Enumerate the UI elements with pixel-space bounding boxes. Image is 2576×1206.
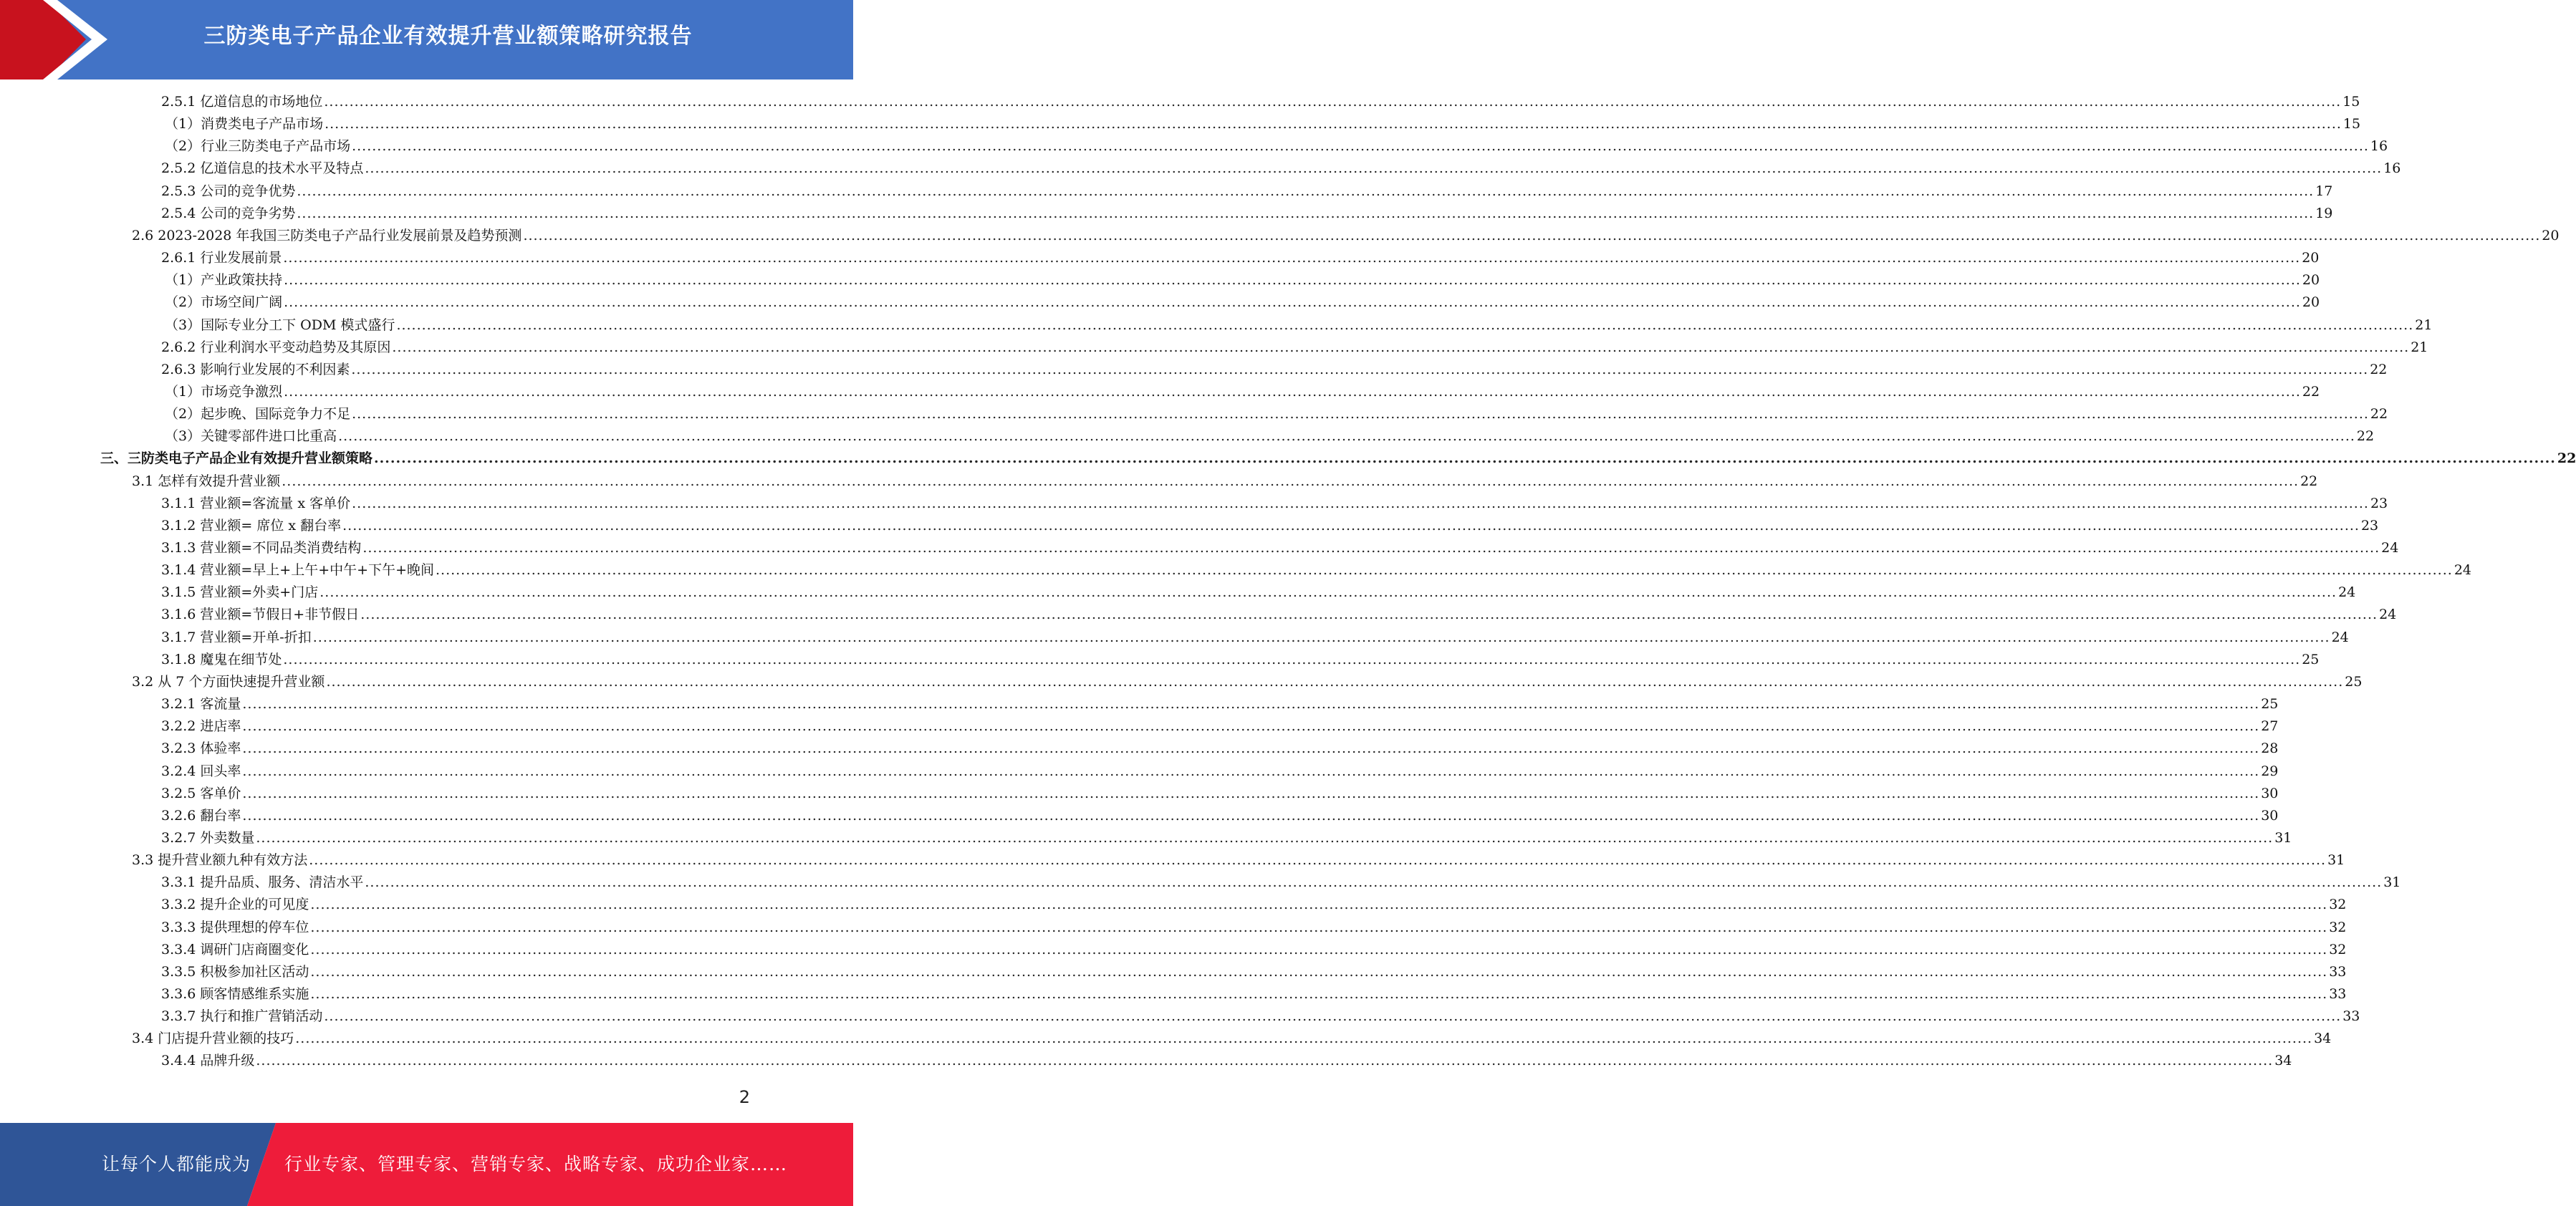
toc-entry[interactable] <box>132 225 2560 247</box>
toc-entry-page: 22 <box>2302 383 2320 400</box>
toc-dot-leader: ................................................................................................................................................................................................................................................................................................................................................................................................................ <box>310 897 2328 913</box>
toc-entry[interactable] <box>161 983 2347 1005</box>
toc-dot-leader: ................................................................................................................................................................................................................................................................................................................................................................................................................ <box>435 562 2453 579</box>
toc-entry-page: 24 <box>2454 562 2471 579</box>
toc-entry-page: 32 <box>2329 941 2347 957</box>
toc-entry-title: （2）行业三防类电子产品市场 <box>165 138 351 155</box>
toc-entry-title: 2.5.4 公司的竞争劣势 <box>161 205 296 221</box>
toc-entry-title: 3.4 门店提升营业额的技巧 <box>132 1031 294 1047</box>
toc-entry[interactable] <box>165 135 2388 158</box>
toc-dot-leader: ................................................................................................................................................................................................................................................................................................................................................................................................................ <box>352 406 2369 423</box>
toc-entry[interactable] <box>161 537 2399 559</box>
toc-dot-leader: ................................................................................................................................................................................................................................................................................................................................................................................................................ <box>284 383 2301 400</box>
toc-entry-page: 22 <box>2370 406 2388 423</box>
toc-entry-title: 2.5.1 亿道信息的市场地位 <box>161 94 323 110</box>
toc-entry-page: 28 <box>2261 741 2279 757</box>
toc-entry-title: （2）起步晚、国际竞争力不足 <box>165 406 351 423</box>
toc-entry-page: 23 <box>2360 517 2379 534</box>
toc-entry[interactable] <box>161 1005 2360 1028</box>
toc-entry-title: 3.4.4 品牌升级 <box>161 1053 255 1069</box>
toc-entry-title: 3.3.5 积极参加社区活动 <box>161 963 309 980</box>
toc-entry-title: 三、三防类电子产品企业有效提升营业额策略 <box>100 450 373 467</box>
toc-entry[interactable] <box>165 269 2320 291</box>
toc-dot-leader: ................................................................................................................................................................................................................................................................................................................................................................................................................ <box>352 495 2369 511</box>
toc-entry-title: 3.1.2 营业额= 席位 x 翻台率 <box>161 517 342 534</box>
toc-entry-page: 23 <box>2370 495 2388 511</box>
toc-dot-leader: ................................................................................................................................................................................................................................................................................................................................................................................................................ <box>365 160 2383 177</box>
toc-entry-page: 34 <box>2274 1053 2292 1069</box>
toc-entry-page: 31 <box>2383 874 2401 891</box>
toc-entry-title: 3.1.7 营业额=开单-折扣 <box>161 629 312 645</box>
toc-entry[interactable] <box>165 425 2375 448</box>
toc-entry-title: 3.1.3 营业额=不同品类消费结构 <box>161 540 362 556</box>
toc-dot-leader: ................................................................................................................................................................................................................................................................................................................................................................................................................ <box>396 317 2414 333</box>
toc-entry-title: （3）国际专业分工下 ODM 模式盛行 <box>165 317 395 333</box>
toc-dot-leader: ................................................................................................................................................................................................................................................................................................................................................................................................................ <box>282 473 2299 489</box>
toc-entry-page: 34 <box>2314 1031 2332 1047</box>
toc-dot-leader: ................................................................................................................................................................................................................................................................................................................................................................................................................ <box>283 651 2301 667</box>
toc-entry-title: （1）消费类电子产品市场 <box>165 116 324 132</box>
toc-entry-page: 21 <box>2411 339 2428 355</box>
toc-entry-page: 20 <box>2302 272 2320 289</box>
toc-entry[interactable] <box>132 671 2363 693</box>
toc-dot-leader: ................................................................................................................................................................................................................................................................................................................................................................................................................ <box>309 852 2327 869</box>
toc-entry[interactable] <box>161 515 2379 537</box>
toc-entry[interactable] <box>161 827 2292 849</box>
toc-entry[interactable] <box>132 1028 2332 1050</box>
toc-entry-title: 2.5.3 公司的竞争优势 <box>161 183 296 199</box>
toc-entry[interactable] <box>132 849 2345 872</box>
toc-dot-leader: ................................................................................................................................................................................................................................................................................................................................................................................................................ <box>310 986 2328 1002</box>
toc-entry-title: 2.5.2 亿道信息的技术水平及特点 <box>161 160 364 177</box>
toc-dot-leader: ................................................................................................................................................................................................................................................................................................................................................................................................................ <box>297 205 2315 221</box>
toc-entry[interactable] <box>161 604 2397 626</box>
toc-dot-leader: ................................................................................................................................................................................................................................................................................................................................................................................................................ <box>242 718 2260 735</box>
toc-entry-title: 3.2.2 进店率 <box>161 718 241 735</box>
toc-entry-title: 3.1.6 营业额=节假日+非节假日 <box>161 607 360 623</box>
toc-entry[interactable] <box>161 715 2279 738</box>
toc-entry-title: 3.2.5 客单价 <box>161 785 241 801</box>
toc-entry-title: 3.1 怎样有效提升营业额 <box>132 473 281 489</box>
toc-dot-leader: ................................................................................................................................................................................................................................................................................................................................................................................................................ <box>295 1031 2313 1047</box>
toc-dot-leader: ................................................................................................................................................................................................................................................................................................................................................................................................................ <box>284 272 2301 289</box>
toc-entry-page: 15 <box>2342 116 2361 132</box>
toc-entry[interactable] <box>161 337 2428 359</box>
toc-entry-page: 22 <box>2557 450 2576 467</box>
toc-entry-page: 22 <box>2300 473 2318 489</box>
toc-dot-leader: ................................................................................................................................................................................................................................................................................................................................................................................................................ <box>242 763 2260 779</box>
toc-dot-leader: ................................................................................................................................................................................................................................................................................................................................................................................................................ <box>326 673 2344 690</box>
toc-entry[interactable] <box>161 627 2349 649</box>
toc-entry[interactable] <box>165 113 2361 135</box>
toc-dot-leader: ................................................................................................................................................................................................................................................................................................................................................................................................................ <box>242 741 2260 757</box>
toc-entry-page: 15 <box>2342 94 2360 110</box>
toc-entry-page: 29 <box>2261 763 2279 779</box>
toc-entry[interactable] <box>161 894 2347 916</box>
toc-entry[interactable] <box>161 203 2333 225</box>
toc-entry-page: 22 <box>2356 428 2375 445</box>
toc-dot-leader: ................................................................................................................................................................................................................................................................................................................................................................................................................ <box>392 339 2410 355</box>
toc-dot-leader: ................................................................................................................................................................................................................................................................................................................................................................................................................ <box>325 116 2342 132</box>
toc-dot-leader: ................................................................................................................................................................................................................................................................................................................................................................................................................ <box>360 607 2378 623</box>
toc-entry-title: 3.2 从 7 个方面快速提升营业额 <box>132 673 325 690</box>
footer-band <box>0 1123 853 1206</box>
toc-dot-leader: ................................................................................................................................................................................................................................................................................................................................................................................................................ <box>310 963 2328 980</box>
toc-entry[interactable] <box>100 448 2576 470</box>
toc-entry[interactable] <box>161 91 2360 113</box>
toc-dot-leader: ................................................................................................................................................................................................................................................................................................................................................................................................................ <box>324 1008 2342 1025</box>
toc-entry[interactable] <box>161 180 2333 203</box>
toc-entry-page: 22 <box>2370 361 2388 377</box>
toc-entry-page: 33 <box>2329 986 2347 1002</box>
toc-dot-leader: ................................................................................................................................................................................................................................................................................................................................................................................................................ <box>242 807 2260 824</box>
toc-dot-leader: ................................................................................................................................................................................................................................................................................................................................................................................................................ <box>242 785 2260 801</box>
toc-entry[interactable] <box>165 403 2388 425</box>
toc-entry-title: （1）产业政策扶持 <box>165 272 283 289</box>
toc-dot-leader: ................................................................................................................................................................................................................................................................................................................................................................................................................ <box>374 450 2556 467</box>
toc-dot-leader: ................................................................................................................................................................................................................................................................................................................................................................................................................ <box>324 94 2342 110</box>
toc-entry-page: 16 <box>2383 160 2401 177</box>
toc-entry[interactable] <box>161 493 2388 515</box>
toc-entry-page: 16 <box>2370 138 2388 155</box>
toc-entry-title: 2.6.1 行业发展前景 <box>161 250 282 266</box>
toc-entry[interactable] <box>161 738 2279 760</box>
toc-entry-page: 24 <box>2331 629 2349 645</box>
toc-dot-leader: ................................................................................................................................................................................................................................................................................................................................................................................................................ <box>242 696 2260 713</box>
toc-dot-leader: ................................................................................................................................................................................................................................................................................................................................................................................................................ <box>312 629 2330 645</box>
toc-entry-title: 3.2.6 翻台率 <box>161 807 241 824</box>
toc-dot-leader: ................................................................................................................................................................................................................................................................................................................................................................................................................ <box>362 540 2380 556</box>
toc-entry-page: 33 <box>2342 1008 2360 1025</box>
toc-entry-title: 3.2.4 回头率 <box>161 763 241 779</box>
toc-entry-page: 24 <box>2338 584 2356 601</box>
toc-dot-leader: ................................................................................................................................................................................................................................................................................................................................................................................................................ <box>256 829 2274 846</box>
toc-dot-leader: ................................................................................................................................................................................................................................................................................................................................................................................................................ <box>338 428 2355 445</box>
toc-entry-page: 24 <box>2379 607 2397 623</box>
toc-dot-leader: ................................................................................................................................................................................................................................................................................................................................................................................................................ <box>351 361 2369 377</box>
toc-dot-leader: ................................................................................................................................................................................................................................................................................................................................................................................................................ <box>297 183 2315 199</box>
toc-entry[interactable] <box>161 805 2279 827</box>
toc-dot-leader: ................................................................................................................................................................................................................................................................................................................................................................................................................ <box>365 874 2383 891</box>
header-band <box>0 0 853 79</box>
toc-dot-leader: ................................................................................................................................................................................................................................................................................................................................................................................................................ <box>310 941 2328 957</box>
toc-dot-leader: ................................................................................................................................................................................................................................................................................................................................................................................................................ <box>342 517 2360 534</box>
toc-entry-page: 20 <box>2302 250 2320 266</box>
toc-entry[interactable] <box>161 872 2401 894</box>
toc-entry-title: 3.3.7 执行和推广营销活动 <box>161 1008 323 1025</box>
toc-entry-page: 20 <box>2302 294 2320 311</box>
toc-entry-page: 25 <box>2302 651 2320 667</box>
toc-dot-leader: ................................................................................................................................................................................................................................................................................................................................................................................................................ <box>310 919 2328 935</box>
toc-entry-page: 33 <box>2329 963 2347 980</box>
toc-entry[interactable] <box>161 961 2347 983</box>
toc-entry-page: 30 <box>2261 807 2279 824</box>
toc-dot-leader: ................................................................................................................................................................................................................................................................................................................................................................................................................ <box>256 1053 2274 1069</box>
toc-entry-title: 3.1.4 营业额=早上+上午+中午+下午+晚间 <box>161 562 434 579</box>
toc-entry[interactable] <box>161 247 2320 269</box>
toc-entry-page: 24 <box>2381 540 2399 556</box>
toc-entry-page: 31 <box>2327 852 2345 869</box>
toc-entry-title: 3.2.7 外卖数量 <box>161 829 255 846</box>
footer-slogan-right: 行业专家、管理专家、营销专家、战略专家、成功企业家…… <box>284 1154 788 1174</box>
toc-entry[interactable] <box>161 649 2320 671</box>
toc-entry-title: 3.2.3 体验率 <box>161 741 241 757</box>
toc-dot-leader: ................................................................................................................................................................................................................................................................................................................................................................................................................ <box>283 250 2301 266</box>
toc-entry[interactable] <box>161 693 2279 715</box>
toc-entry-title: 3.3.6 顾客情感维系实施 <box>161 986 309 1002</box>
toc-dot-leader: ................................................................................................................................................................................................................................................................................................................................................................................................................ <box>319 584 2337 601</box>
toc-entry[interactable] <box>161 582 2356 604</box>
toc-entry[interactable] <box>161 559 2471 582</box>
toc-entry[interactable] <box>161 939 2347 961</box>
chevron-arrow-icon <box>0 0 122 79</box>
toc-entry-title: 3.1.5 营业额=外卖+门店 <box>161 584 319 601</box>
toc-entry[interactable] <box>165 381 2320 403</box>
toc-dot-leader: ................................................................................................................................................................................................................................................................................................................................................................................................................ <box>284 294 2301 311</box>
toc-entry-title: 2.6 2023-2028 年我国三防类电子产品行业发展前景及趋势预测 <box>132 227 522 243</box>
toc-entry[interactable] <box>161 917 2347 939</box>
toc-entry-title: （1）市场竞争激烈 <box>165 383 283 400</box>
toc-entry-title: 3.1.1 营业额=客流量 x 客单价 <box>161 495 351 511</box>
toc-entry-title: 3.3 提升营业额九种有效方法 <box>132 852 308 869</box>
toc-entry[interactable] <box>165 314 2433 337</box>
toc-entry-title: 3.3.3 提供理想的停车位 <box>161 919 309 935</box>
toc-entry-page: 27 <box>2261 718 2279 735</box>
toc-entry-page: 31 <box>2274 829 2292 846</box>
toc-entry-page: 19 <box>2315 205 2333 221</box>
toc-entry-title: 2.6.3 影响行业发展的不利因素 <box>161 361 350 377</box>
toc-entry-page: 30 <box>2261 785 2279 801</box>
toc-entry-page: 25 <box>2345 673 2363 690</box>
report-title: 三防类电子产品企业有效提升营业额策略研究报告 <box>203 24 693 49</box>
toc-entry[interactable] <box>165 291 2320 314</box>
footer-slogan-left: 让每个人都能成为 <box>102 1154 251 1174</box>
toc-entry[interactable] <box>161 1050 2292 1072</box>
toc-entry[interactable] <box>132 471 2318 493</box>
toc-entry-page: 32 <box>2329 897 2347 913</box>
toc-entry[interactable] <box>161 359 2388 381</box>
toc-entry[interactable] <box>161 783 2279 805</box>
toc-dot-leader: ................................................................................................................................................................................................................................................................................................................................................................................................................ <box>352 138 2369 155</box>
toc-entry-page: 32 <box>2329 919 2347 935</box>
toc-entry-title: 3.3.1 提升品质、服务、清洁水平 <box>161 874 364 891</box>
toc-entry-title: 2.6.2 行业利润水平变动趋势及其原因 <box>161 339 391 355</box>
toc-entry-title: 3.3.2 提升企业的可见度 <box>161 897 309 913</box>
toc-entry-page: 21 <box>2415 317 2433 333</box>
toc-entry-title: 3.1.8 魔鬼在细节处 <box>161 651 282 667</box>
toc-entry[interactable] <box>161 761 2279 783</box>
toc-entry-title: （3）关键零部件进口比重高 <box>165 428 337 445</box>
toc-entry-title: 3.3.4 调研门店商圈变化 <box>161 941 309 957</box>
toc-entry[interactable] <box>161 158 2401 180</box>
toc-dot-leader: ................................................................................................................................................................................................................................................................................................................................................................................................................ <box>523 227 2541 243</box>
toc-entry-page: 17 <box>2315 183 2333 199</box>
toc-entry-title: （2）市场空间广阔 <box>165 294 283 311</box>
toc-entry-page: 25 <box>2261 696 2279 713</box>
toc-entry-page: 20 <box>2542 227 2560 243</box>
page-number: 2 <box>739 1087 750 1107</box>
toc-entry-title: 3.2.1 客流量 <box>161 696 241 713</box>
